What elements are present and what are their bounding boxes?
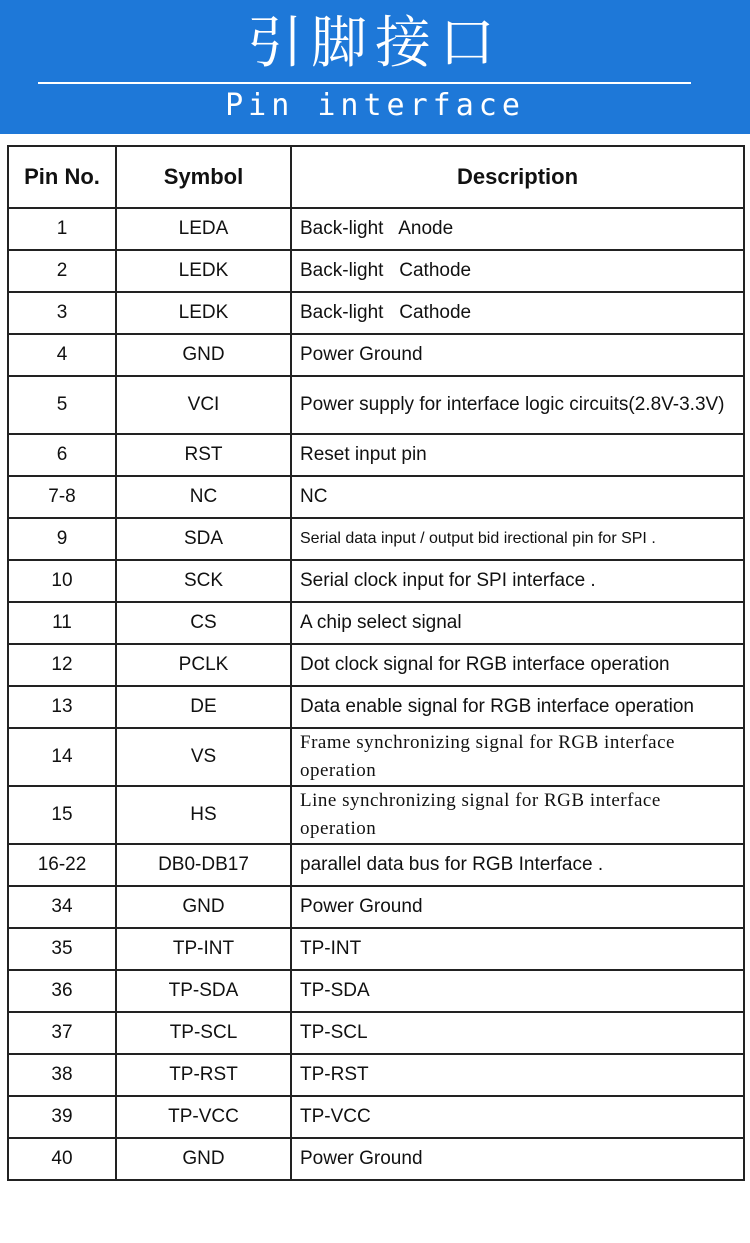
pin-symbol-cell: VS <box>116 728 291 786</box>
title-divider <box>38 82 691 84</box>
pin-number-cell: 7-8 <box>8 476 116 518</box>
table-row <box>8 518 744 560</box>
pin-number-cell: 15 <box>8 786 116 844</box>
pin-symbol-cell: TP-VCC <box>116 1096 291 1138</box>
pin-symbol-cell: TP-RST <box>116 1054 291 1096</box>
table-row <box>8 1138 744 1180</box>
pin-symbol-cell: PCLK <box>116 644 291 686</box>
pin-symbol-cell: GND <box>116 334 291 376</box>
pin-table <box>7 145 745 1181</box>
table-row <box>8 886 744 928</box>
pin-description-cell: Dot clock signal for RGB interface operation <box>291 644 744 686</box>
table-row <box>8 476 744 518</box>
pin-description-cell: NC <box>291 476 744 518</box>
pin-symbol-cell: NC <box>116 476 291 518</box>
table-row <box>8 1054 744 1096</box>
table-row <box>8 786 744 844</box>
pin-symbol-cell: SDA <box>116 518 291 560</box>
pin-description-cell: Power Ground <box>291 334 744 376</box>
pin-description-cell: Power supply for interface logic circuits(2.8V-3.3V) <box>291 376 744 434</box>
pin-number-cell: 5 <box>8 376 116 434</box>
pin-symbol-cell: TP-SDA <box>116 970 291 1012</box>
pin-description-cell: Reset input pin <box>291 434 744 476</box>
pin-number-cell: 10 <box>8 560 116 602</box>
pin-description-cell: Serial data input / output bid irectional pin for SPI . <box>291 518 744 560</box>
pin-number-cell: 4 <box>8 334 116 376</box>
table-row <box>8 970 744 1012</box>
pin-description-cell: Serial clock input for SPI interface . <box>291 560 744 602</box>
table-row <box>8 376 744 434</box>
pin-description-cell: Back-light Cathode <box>291 250 744 292</box>
pin-description-cell: Back-light Cathode <box>291 292 744 334</box>
pin-number-cell: 36 <box>8 970 116 1012</box>
pin-description-cell: TP-RST <box>291 1054 744 1096</box>
pin-number-cell: 37 <box>8 1012 116 1054</box>
table-header-row <box>8 146 744 208</box>
table-row <box>8 334 744 376</box>
pin-symbol-cell: GND <box>116 886 291 928</box>
pin-description-cell: TP-INT <box>291 928 744 970</box>
pin-symbol-cell: TP-INT <box>116 928 291 970</box>
pin-number-cell: 35 <box>8 928 116 970</box>
table-row <box>8 208 744 250</box>
table-row <box>8 644 744 686</box>
column-header-pin-no: Pin No. <box>8 146 116 208</box>
table-row <box>8 434 744 476</box>
pin-symbol-cell: DB0-DB17 <box>116 844 291 886</box>
table-row <box>8 728 744 786</box>
page-subtitle: Pin interface <box>225 88 525 123</box>
table-row <box>8 560 744 602</box>
pin-number-cell: 11 <box>8 602 116 644</box>
pin-number-cell: 2 <box>8 250 116 292</box>
pin-description-cell: Back-light Anode <box>291 208 744 250</box>
pin-number-cell: 12 <box>8 644 116 686</box>
pin-symbol-cell: LEDA <box>116 208 291 250</box>
pin-description-cell: TP-SCL <box>291 1012 744 1054</box>
pin-symbol-cell: HS <box>116 786 291 844</box>
pin-number-cell: 34 <box>8 886 116 928</box>
pin-number-cell: 38 <box>8 1054 116 1096</box>
pin-symbol-cell: TP-SCL <box>116 1012 291 1054</box>
pin-number-cell: 40 <box>8 1138 116 1180</box>
table-row <box>8 1096 744 1138</box>
table-row <box>8 1012 744 1054</box>
pin-description-cell: TP-VCC <box>291 1096 744 1138</box>
pin-symbol-cell: DE <box>116 686 291 728</box>
pin-symbol-cell: RST <box>116 434 291 476</box>
table-row <box>8 844 744 886</box>
pin-description-cell: Power Ground <box>291 886 744 928</box>
column-header-symbol: Symbol <box>116 146 291 208</box>
page-title: 引脚接口 <box>247 11 503 76</box>
pin-number-cell: 39 <box>8 1096 116 1138</box>
pin-description-cell: parallel data bus for RGB Interface . <box>291 844 744 886</box>
table-row <box>8 250 744 292</box>
pin-number-cell: 9 <box>8 518 116 560</box>
table-row <box>8 686 744 728</box>
pin-symbol-cell: LEDK <box>116 292 291 334</box>
pin-description-cell: Line synchronizing signal for RGB interface operation <box>291 786 744 844</box>
header-banner <box>0 0 750 134</box>
pin-number-cell: 16-22 <box>8 844 116 886</box>
table-row <box>8 292 744 334</box>
pin-description-cell: TP-SDA <box>291 970 744 1012</box>
pin-description-cell: Power Ground <box>291 1138 744 1180</box>
table-row <box>8 928 744 970</box>
pin-symbol-cell: GND <box>116 1138 291 1180</box>
pin-number-cell: 14 <box>8 728 116 786</box>
pin-table-body <box>8 208 744 1180</box>
pin-number-cell: 6 <box>8 434 116 476</box>
pin-number-cell: 3 <box>8 292 116 334</box>
pin-symbol-cell: LEDK <box>116 250 291 292</box>
pin-symbol-cell: CS <box>116 602 291 644</box>
pin-symbol-cell: SCK <box>116 560 291 602</box>
pin-description-cell: Frame synchronizing signal for RGB interface operation <box>291 728 744 786</box>
pin-description-cell: A chip select signal <box>291 602 744 644</box>
column-header-description: Description <box>291 146 744 208</box>
pin-description-cell: Data enable signal for RGB interface operation <box>291 686 744 728</box>
pin-number-cell: 13 <box>8 686 116 728</box>
table-row <box>8 602 744 644</box>
pin-symbol-cell: VCI <box>116 376 291 434</box>
pin-number-cell: 1 <box>8 208 116 250</box>
